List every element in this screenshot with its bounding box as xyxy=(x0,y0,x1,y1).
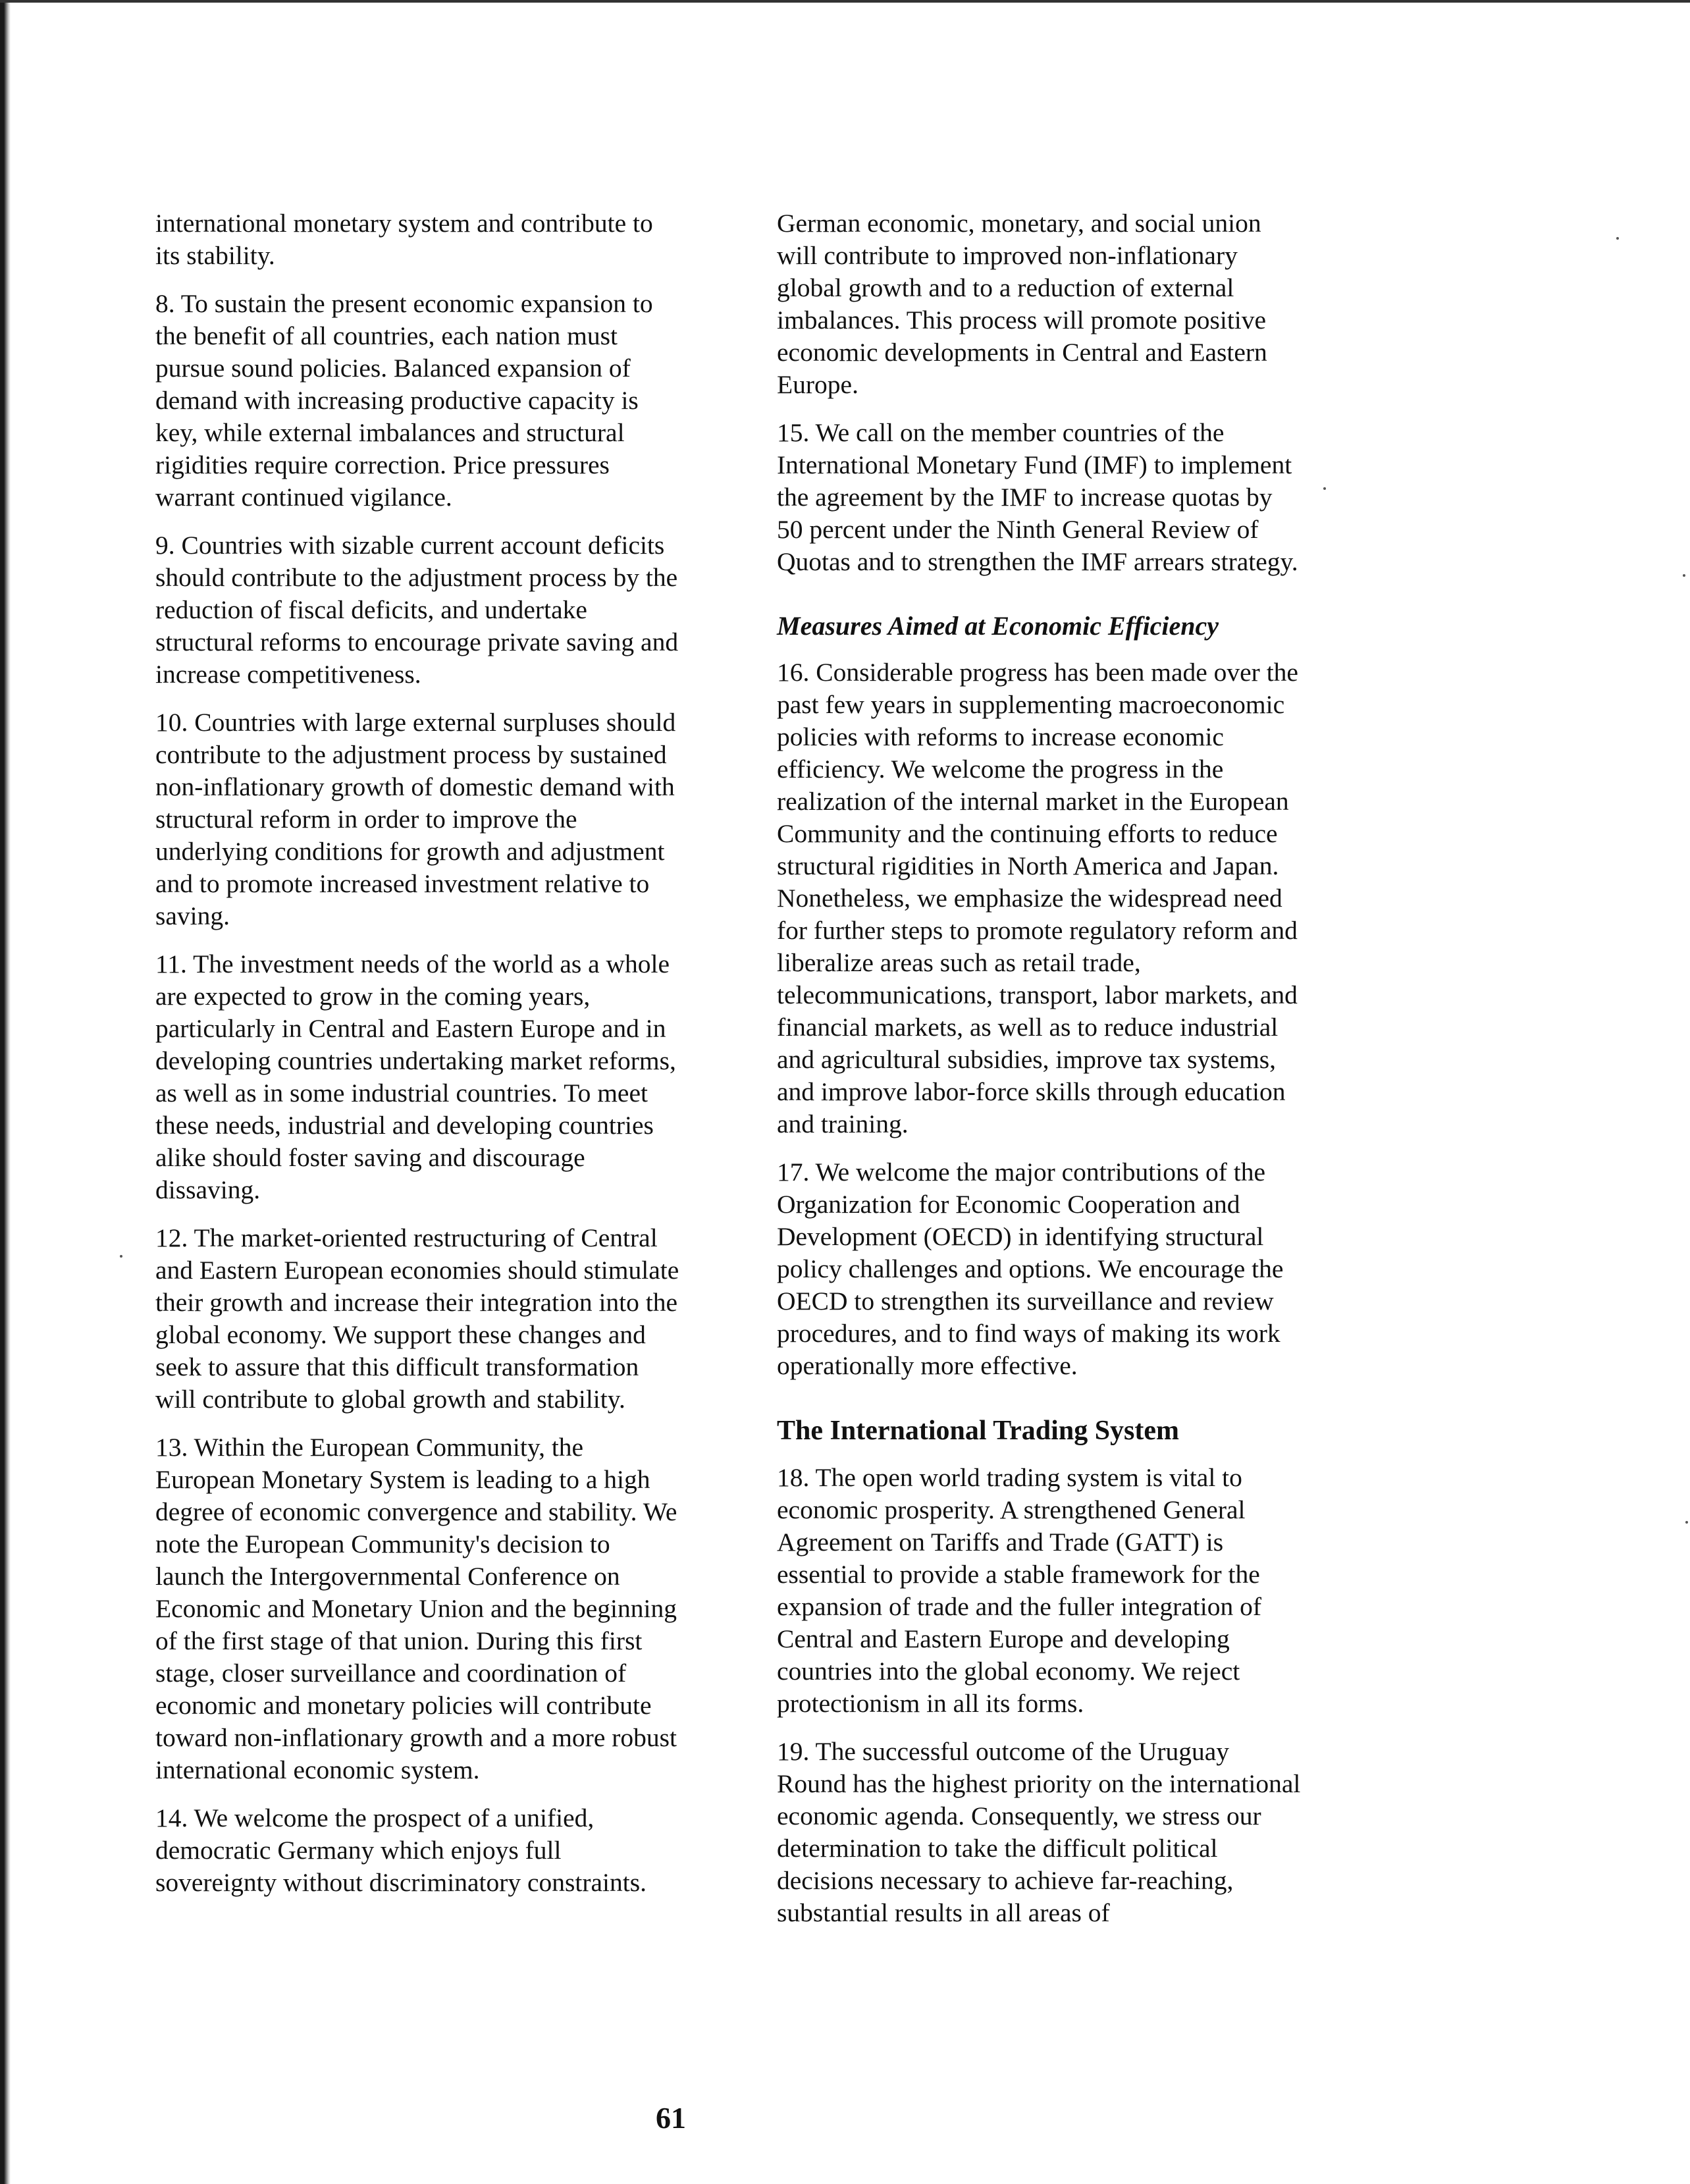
paragraph-17: 17. We welcome the major contributions of the Organization for Economic Cooperation and Development (OECD) in identifying structural policy challenges and options. We encourage the OECD to strengthen its surveillance and review procedures, and to find ways of making its work operationally more effective. xyxy=(777,1158,1284,1380)
paragraph-19: 19. The successful outcome of the Uruguay Round has the highest priority on the international economic agenda. Consequently, we stress our determination to take the difficult political decisions necessary to achieve far-reaching, substantial results in all areas of xyxy=(777,1737,1301,1927)
scan-speck xyxy=(1323,487,1326,490)
paragraph-13: 13. Within the European Community, the European Monetary System is leading to a high degree of economic convergence and stability. We note the European Community's decision to launch the Intergovernmental Conference on Economic and Monetary Union and the beginning of the first stage of that union. During this first stage, closer surveillance and coordination of economic and monetary policies will contribute toward non-inflationary growth and a more robust international economic system. xyxy=(155,1433,677,1784)
paragraph-15: 15. We call on the member countries of the International Monetary Fund (IMF) to implement the agreement by the IMF to increase quotas by 50 percent under the Ninth General Review of Quotas and to strengthen the IMF arrears strategy. xyxy=(777,418,1298,576)
scan-binding-edge xyxy=(0,0,11,2184)
paragraph-9: 9. Countries with sizable current account deficits should contribute to the adjustment process by the reduction of fiscal deficits, and undertake structural reforms to encourage private saving and increase competitiveness. xyxy=(155,531,679,689)
page-number: 61 xyxy=(656,2101,686,2135)
paragraph-8: 8. To sustain the present economic expansion to the benefit of all countries, each nation must pursue sound policies. Balanced expansion of demand with increasing productive capacity is key, while external imbalances and structural rigidities require correction. Price pressures warrant continued vigilance. xyxy=(155,289,653,512)
section-heading-trading-system: The International Trading System xyxy=(777,1416,1180,1446)
right-column xyxy=(777,207,1304,1945)
paragraph-18: 18. The open world trading system is vital to economic prosperity. A strengthened General Agreement on Tariffs and Trade (GATT) is essential to provide a stable framework for the expansion of trade and the fuller integration of Central and Eastern Europe and developing countries into the global economy. We reject protectionism in all its forms. xyxy=(777,1463,1261,1718)
scan-speck xyxy=(1616,237,1619,240)
paragraph-14: 14. We welcome the prospect of a unified, democratic Germany which enjoys full sovereignty without discriminatory constraints. xyxy=(155,1803,647,1897)
scan-top-edge xyxy=(0,0,1690,3)
paragraph-16: 16. Considerable progress has been made over the past few years in supplementing macroeconomic policies with reforms to increase economic efficiency. We welcome the progress in the realization of the internal market in the European Community and the continuing efforts to reduce structural rigidities in North America and Japan. Nonetheless, we emphasize the widespread need for further steps to promote regulatory reform and liberalize areas such as retail trade, telecommunications, transport, labor markets, and financial markets, as well as to reduce industrial and agricultural subsidies, improve tax systems, and improve labor-force skills through education and training. xyxy=(777,658,1298,1138)
scan-speck xyxy=(1685,1521,1688,1524)
scan-speck xyxy=(120,1255,122,1258)
scan-speck xyxy=(1683,574,1685,577)
section-heading-economic-efficiency: Measures Aimed at Economic Efficiency xyxy=(777,611,1219,641)
paragraph-11: 11. The investment needs of the world as a whole are expected to grow in the coming years, particularly in Central and Eastern Europe and in developing countries undertaking market reforms, as well as in some industrial countries. To meet these needs, industrial and developing countries alike should foster saving and discourage dissaving. xyxy=(155,949,676,1204)
paragraph-10: 10. Countries with large external surpluses should contribute to the adjustment process by sustained non-inflationary growth of domestic demand with structural reform in order to improve the underlying conditions for growth and adjustment and to promote increased investment relative to saving. xyxy=(155,708,676,930)
left-column xyxy=(155,207,682,1915)
paragraph-7-continued: international monetary system and contribute to its stability. xyxy=(155,209,653,270)
paragraph-14-continued: German economic, monetary, and social union will contribute to improved non-inflationary global growth and to a reduction of external imbalances. This process will promote positive economic developments in Central and Eastern Europe. xyxy=(777,209,1267,399)
paragraph-12: 12. The market-oriented restructuring of Central and Eastern European economies should stimulate their growth and increase their integration into the global economy. We support these changes and seek to assure that this difficult transformation will contribute to global growth and stability. xyxy=(155,1223,679,1414)
